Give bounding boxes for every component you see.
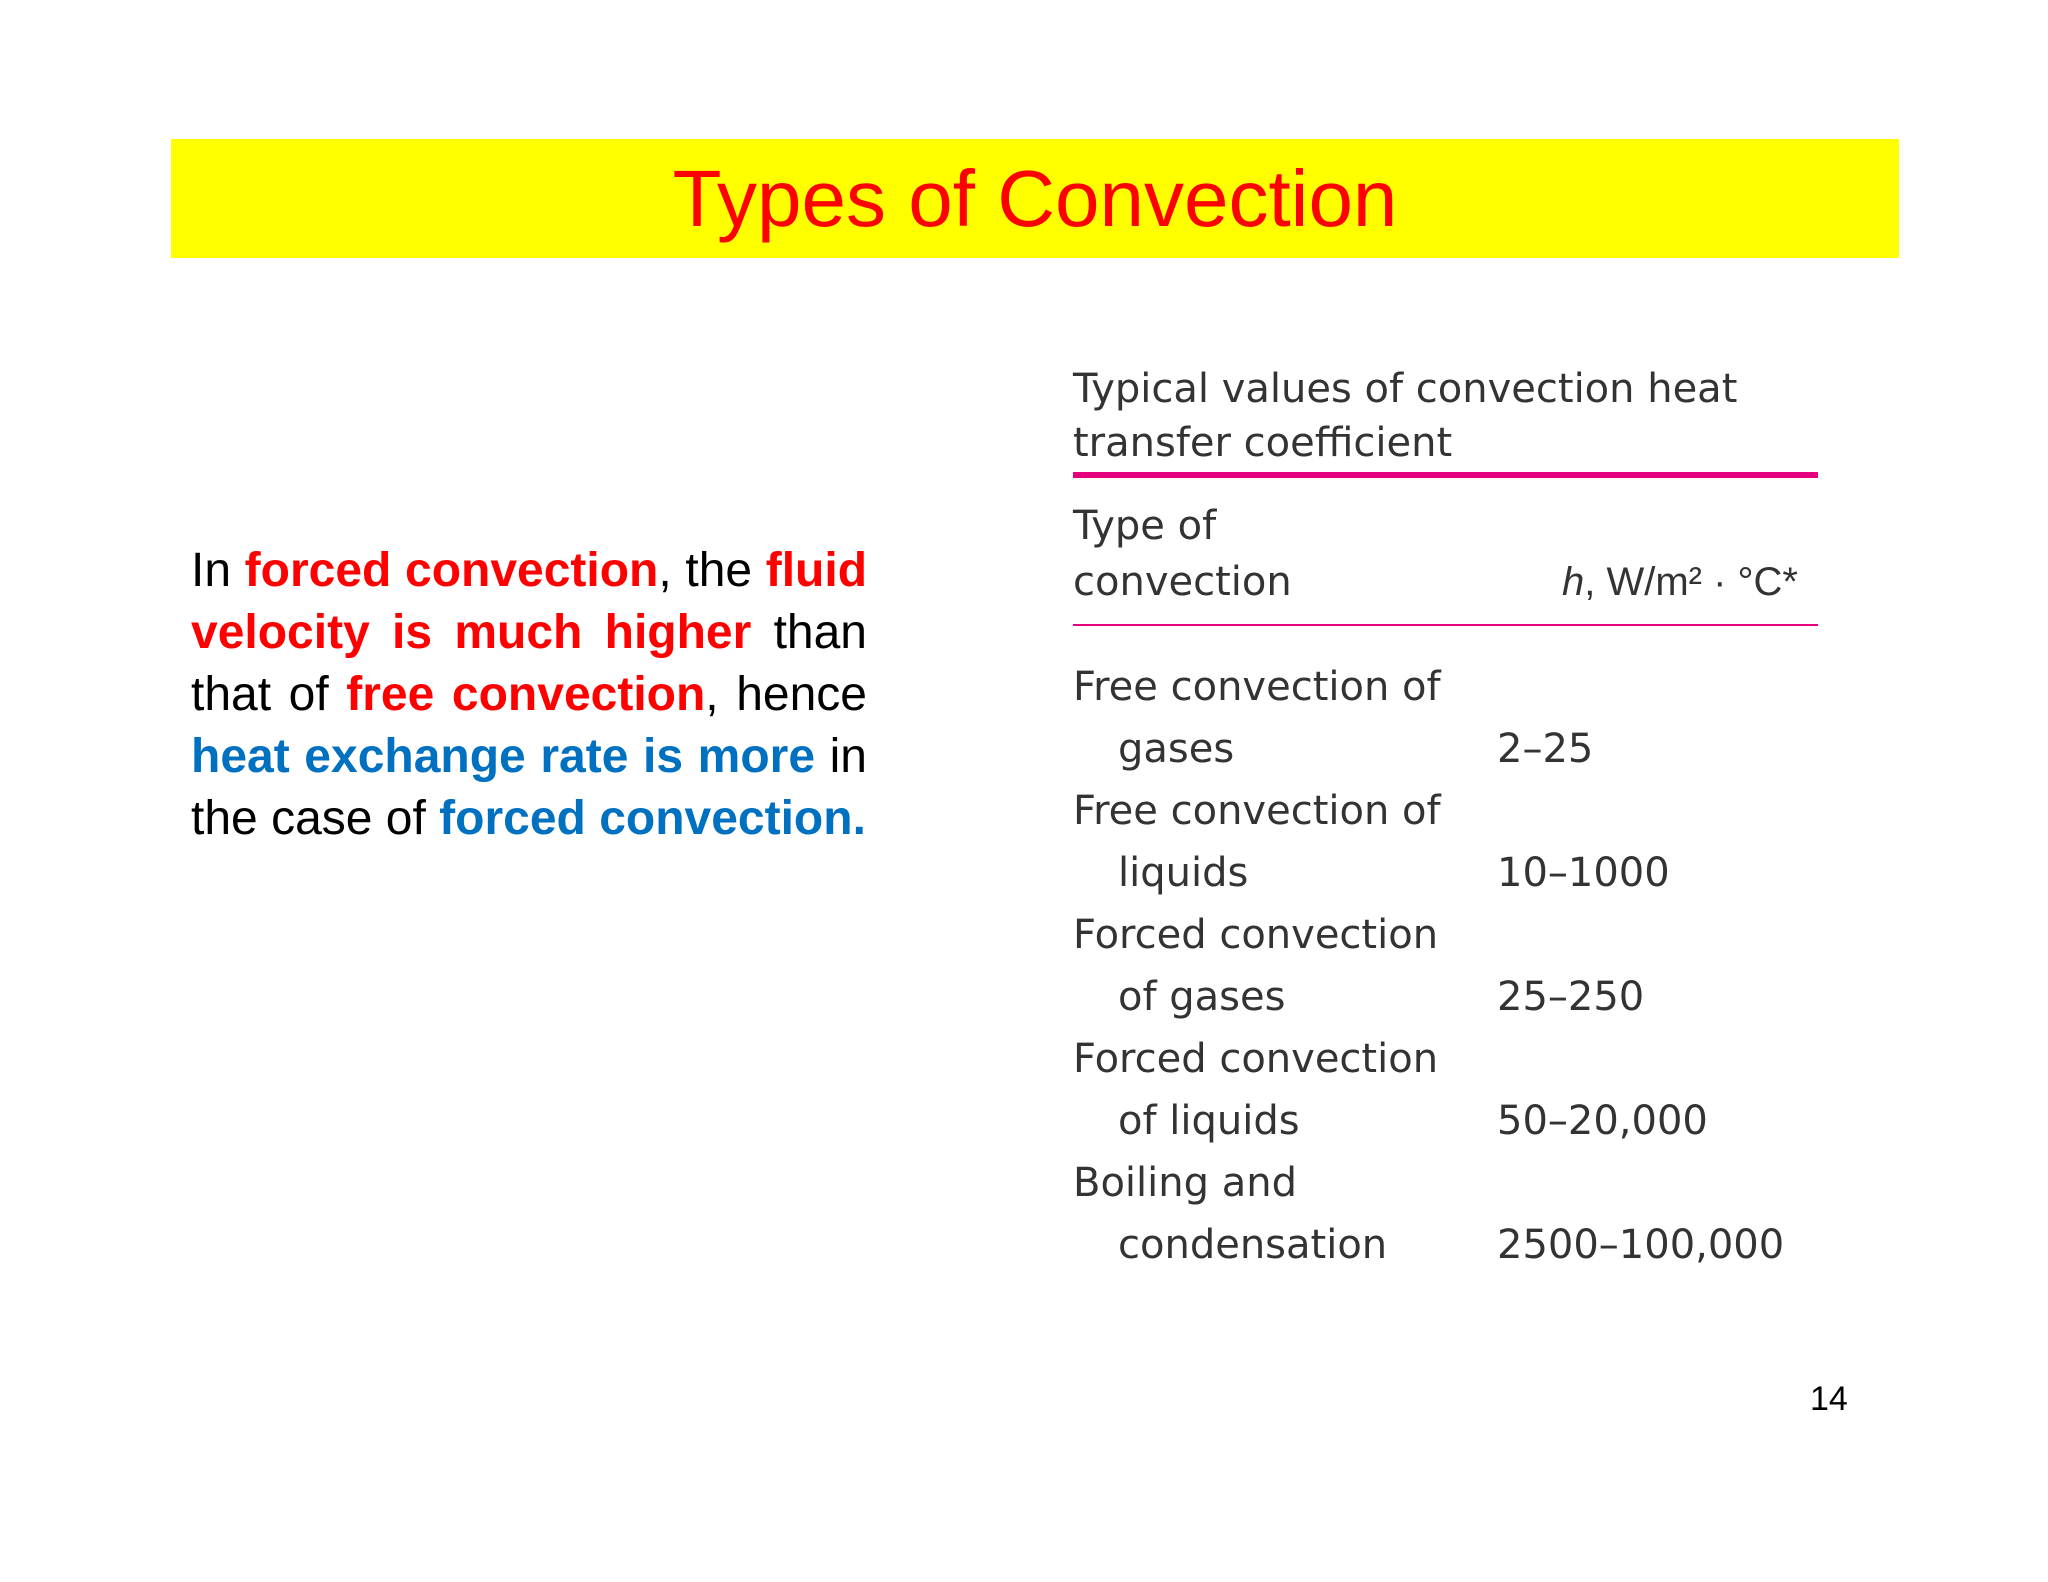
table-header xyxy=(1073,478,1818,624)
row-type-line2: of liquids xyxy=(1118,1098,1300,1144)
body-paragraph xyxy=(191,540,867,850)
slide-title: Types of Convection xyxy=(672,153,1398,243)
convection-coefficient-table xyxy=(1073,362,1818,1276)
page-number: 14 xyxy=(1810,1380,1848,1418)
emphasis-forced-convection: forced convection xyxy=(244,544,659,597)
body-text-plain: than that of xyxy=(191,606,867,721)
emphasis-heat-exchange: heat exchange rate is more xyxy=(191,730,816,783)
table-row xyxy=(1073,1152,1818,1276)
header-type-of-convection: Type of convection xyxy=(1073,503,1292,605)
row-type-line1: Forced convection xyxy=(1073,1036,1439,1082)
row-value: 10–1000 xyxy=(1497,850,1670,896)
row-value: 2–25 xyxy=(1497,726,1594,772)
emphasis-free-convection: free convection xyxy=(346,668,706,721)
row-type-line1: Boiling and xyxy=(1073,1160,1297,1206)
body-text-plain: In xyxy=(191,544,245,597)
table-header-rule xyxy=(1073,624,1818,626)
title-banner xyxy=(171,139,1899,258)
body-text-plain: in the case of xyxy=(191,730,867,845)
body-text-plain: , the xyxy=(658,544,766,597)
table-row xyxy=(1073,904,1818,1028)
table-body xyxy=(1073,656,1818,1276)
row-type-line1: Forced convection xyxy=(1073,912,1439,958)
table-row xyxy=(1073,656,1818,780)
row-type-line2: of gases xyxy=(1118,974,1286,1020)
row-value: 2500–100,000 xyxy=(1497,1222,1785,1268)
table-row xyxy=(1073,1028,1818,1152)
row-type-line2: gases xyxy=(1118,726,1235,772)
table-row xyxy=(1073,780,1818,904)
header-h-symbol: h xyxy=(1562,560,1585,604)
row-value: 25–250 xyxy=(1497,974,1645,1020)
row-type-line1: Free convection of xyxy=(1073,788,1441,834)
emphasis-fluid-velocity: fluid velocity is much higher xyxy=(191,544,868,659)
header-h-unit xyxy=(1562,554,1798,610)
row-value: 50–20,000 xyxy=(1497,1098,1708,1144)
row-type-line2: condensation xyxy=(1118,1222,1388,1268)
body-text-plain: , hence xyxy=(705,668,867,721)
row-type-line1: Free convection of xyxy=(1073,664,1441,710)
row-type-line2: liquids xyxy=(1118,850,1249,896)
emphasis-forced-convection-end: forced convection. xyxy=(439,792,866,845)
header-unit-text: , W/m² · °C* xyxy=(1584,560,1798,604)
table-caption: Typical values of convection heat transfer coefficient xyxy=(1073,366,1738,466)
